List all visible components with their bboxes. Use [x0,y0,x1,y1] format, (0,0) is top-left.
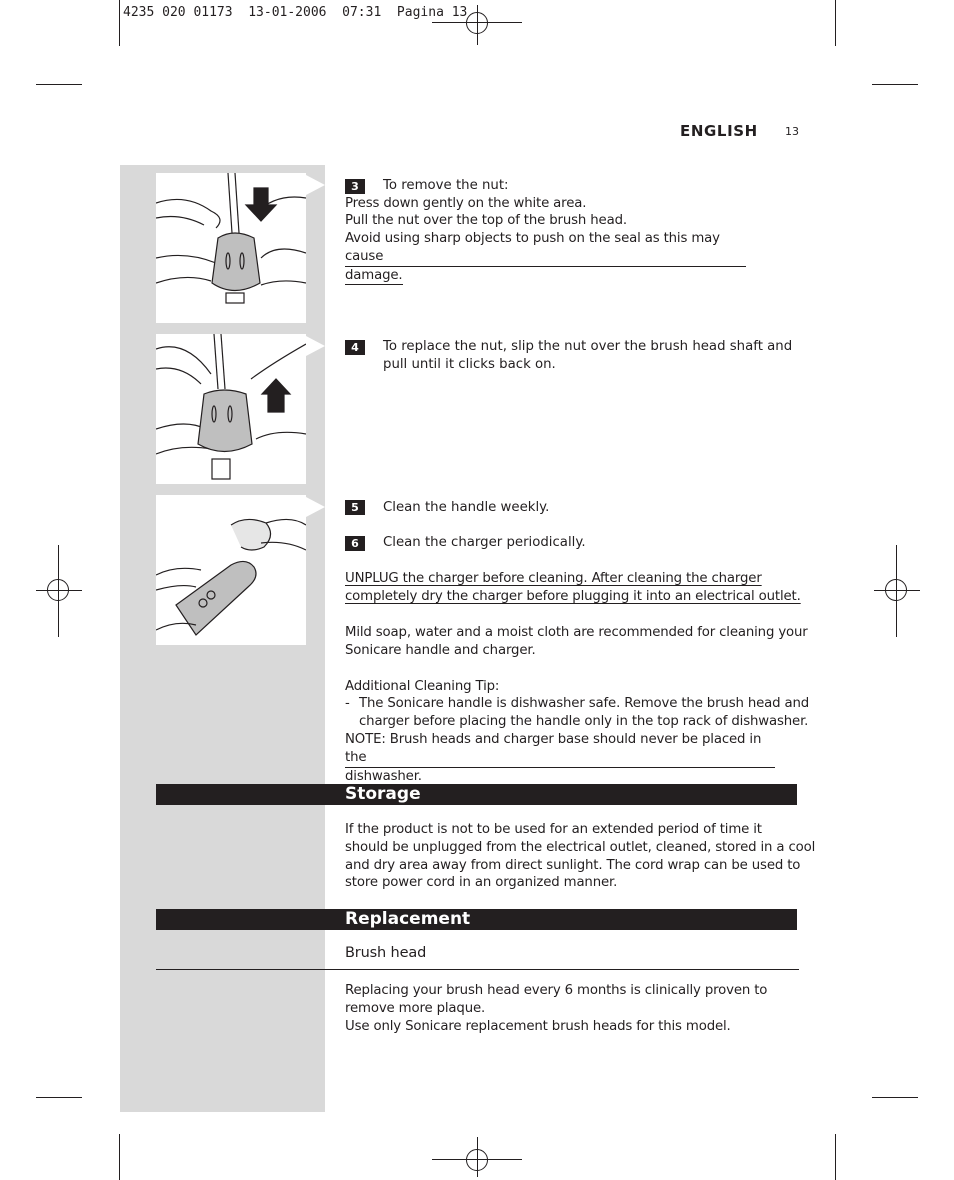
replacement-heading-bar [156,909,797,930]
storage-heading: Storage [345,784,421,804]
note-warning [345,731,775,786]
storage-heading-bar [156,784,797,805]
print-slug: 4235 020 01173 13-01-2006 07:31 Pagina 13 [123,5,468,20]
step-number-6: 6 [345,536,365,551]
remove-nut-illustration [156,173,306,323]
paragraph-line: If the product is not to be used for an extended period of time it [345,822,762,837]
pointer-notch [306,175,325,195]
paragraph-line: store power cord in an organized manner. [345,875,618,891]
step-3-line: Press down gently on the white area. [345,196,587,211]
tip-dash: - [345,696,350,711]
mild-soap-paragraph [345,624,808,660]
clean-handle-illustration [156,495,306,645]
paragraph-line: Use only Sonicare replacement brush heads for this model. [345,1018,731,1034]
replacement-paragraph [345,982,767,1035]
brush-head-subheading: Brush head [345,945,427,961]
step-number-4: 4 [345,340,365,355]
step-3-title: To remove the nut: [383,178,509,193]
paragraph-line: Mild soap, water and a moist cloth are recommended for cleaning your [345,625,808,640]
step-3-line: Pull the nut over the top of the brush head. [345,213,627,228]
tip-line: charger before placing the handle only in the top rack of dishwasher. [359,714,809,729]
pointer-notch [306,336,325,356]
subheading-rule [156,969,799,970]
paragraph-line: and dry area away from direct sunlight. The cord wrap can be used to [345,857,801,873]
step-6-title: Clean the charger periodically. [383,535,586,550]
replacement-heading: Replacement [345,909,471,929]
note-line: NOTE: Brush heads and charger base should never be placed in the [345,731,775,768]
warning-line: completely dry the charger before plugging it into an electrical outlet. [345,588,801,604]
storage-paragraph [345,821,815,892]
paragraph-line: should be unplugged from the electrical outlet, cleaned, stored in a cool [345,839,816,855]
pointer-notch [306,497,325,517]
warning-line: damage. [345,267,403,286]
unplug-warning [345,570,801,606]
paragraph-line: remove more plaque. [345,1000,486,1016]
step-4-line: To replace the nut, slip the nut over the brush head shaft and [383,339,793,354]
note-line: dishwasher. [345,768,422,787]
paragraph-line: Sonicare handle and charger. [345,642,536,658]
warning-line: UNPLUG the charger before cleaning. After cleaning the charger [345,571,762,586]
replace-nut-illustration [156,334,306,484]
tip-line: The Sonicare handle is dishwasher safe. Remove the brush head and [359,696,810,711]
step-3-warning [345,230,746,285]
paragraph-line: Replacing your brush head every 6 months is clinically proven to [345,983,768,998]
language-header: ENGLISH [680,122,758,140]
step-4-line: pull until it clicks back on. [383,357,556,372]
page-number: 13 [785,125,799,138]
step-5-title: Clean the handle weekly. [383,500,550,515]
warning-line: Avoid using sharp objects to push on the seal as this may cause [345,230,746,267]
step-number-3: 3 [345,179,365,194]
step-number-5: 5 [345,500,365,515]
tip-title: Additional Cleaning Tip: [345,679,500,694]
